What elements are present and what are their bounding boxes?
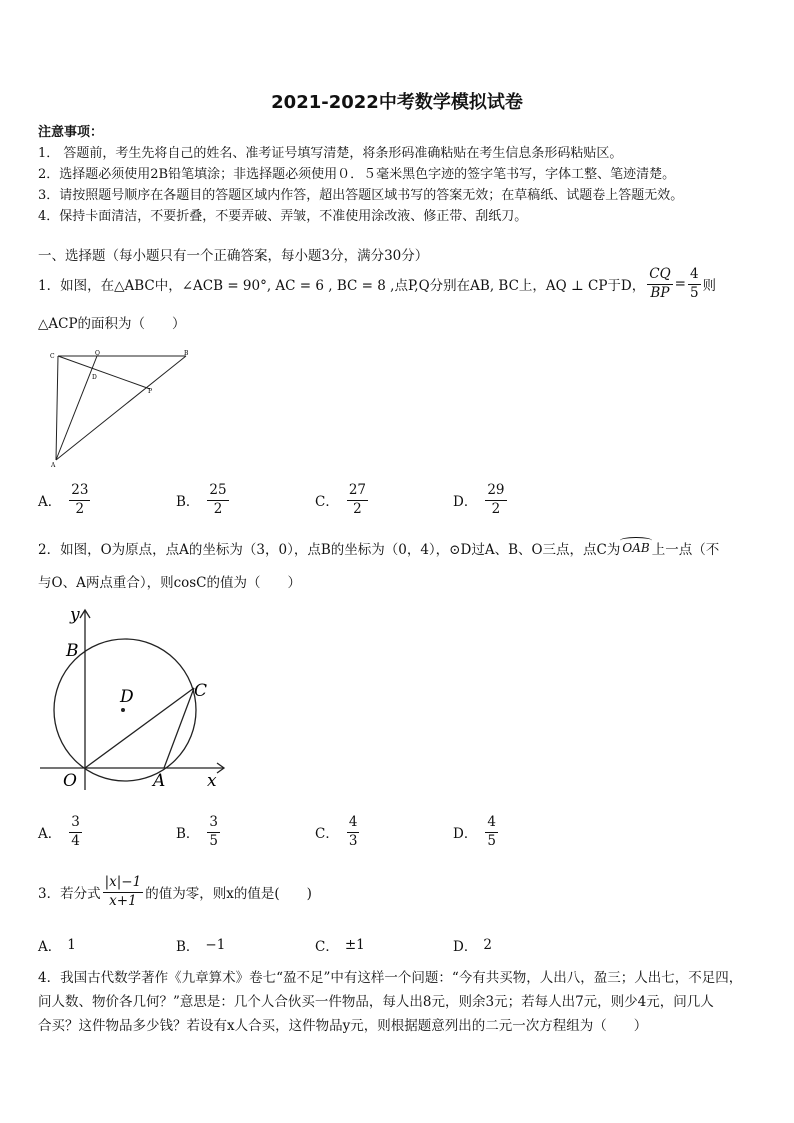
label-p: P	[148, 388, 153, 395]
q1-line2: △ACP的面积为（ ）	[38, 316, 186, 332]
section-heading: 一、选择题（每小题只有一个正确答案，每小题3分，满分30分）	[38, 248, 429, 264]
q1-option-c[interactable]: C． $\frac{27}{2}$	[315, 482, 367, 517]
q1-text-end: 则	[702, 278, 717, 294]
q1-text: 1．如图，在△ABC中，∠ACB = 90°, AC = 6 , BC = 8 ,点P,Q分别在AB, BC上，AQ ⊥ CP于D，	[38, 278, 646, 294]
q3-text: 3．若分式	[38, 886, 101, 902]
q1-option-d[interactable]: D． $\frac{29}{2}$	[453, 482, 505, 517]
segment-ab	[56, 356, 186, 460]
segment-aq	[56, 356, 97, 460]
q2-text: 2．如图，O为原点，点A的坐标为（3，0），点B的坐标为（0，4），⊙D过A、B、O三点，点C为	[38, 542, 621, 558]
notice-item: 1． 答题前，考生先将自己的姓名、准考证号填写清楚，将条形码准确粘贴在考生信息条形码粘贴区。	[38, 146, 623, 161]
q2-figure	[34, 600, 234, 796]
page-title: 2021-2022中考数学模拟试卷	[271, 92, 523, 113]
notice-item: 4．保持卡面清洁，不要折叠，不要弄破、弄皱，不准使用涂改液、修正带、刮纸刀。	[38, 209, 528, 224]
q3-option-d[interactable]: D． 2	[453, 937, 492, 955]
q1-figure	[44, 348, 204, 470]
q2-arc: OAB	[620, 541, 651, 555]
notice-heading: 注意事项：	[38, 125, 104, 140]
label-c: C	[194, 681, 208, 701]
q3-option-c[interactable]: C． ±1	[315, 937, 365, 955]
label-d: D	[92, 374, 97, 381]
q2-stem	[38, 538, 719, 558]
segment-oc	[85, 688, 194, 768]
q1-ratio-den: BP	[650, 284, 670, 301]
q4-stem	[38, 966, 742, 1038]
label-a: A	[153, 771, 166, 791]
label-b: B	[66, 641, 79, 661]
segment-cp	[58, 356, 150, 389]
q3-stem	[38, 876, 312, 908]
q1-value-fraction	[688, 268, 701, 300]
q1-value-num: 4	[688, 268, 701, 285]
q1-option-a[interactable]: A． $\frac{23}{2}$	[38, 482, 89, 517]
q3-fraction	[103, 876, 144, 908]
q4-line: 问人数、物价各几何？”意思是：几个人合伙买一件物品，每人出8元，则余3元；若每人出7元，则少4元，问几人	[38, 994, 714, 1010]
q3-option-a[interactable]: A． 1	[38, 937, 76, 955]
center-point	[121, 708, 125, 712]
q3-num: |x|−1	[103, 876, 144, 893]
q4-line: 4．我国古代数学著作《九章算术》卷七“盈不足”中有这样一个问题：“今有共买物，人出八，盈三；人出七，不足四，	[38, 970, 743, 986]
segment-ca	[56, 356, 58, 460]
q3-text-end: 的值为零，则x的值是( )	[145, 886, 312, 902]
label-q: Q	[95, 350, 100, 357]
notice-item: 2．选择题必须使用2B铅笔填涂；非选择题必须使用０．５毫米黑色字迹的签字笔书写，字体工整、笔迹清楚。	[38, 167, 676, 182]
q1-equals: =	[674, 276, 686, 292]
q2-line2: 与O、A两点重合），则cosC的值为（ ）	[38, 575, 302, 591]
q2-option-a[interactable]: A． $\frac{3}{4}$	[38, 814, 80, 849]
q1-stem	[38, 268, 716, 300]
label-x: x	[207, 771, 217, 791]
q2-option-d[interactable]: D． $\frac{4}{5}$	[453, 814, 496, 849]
q3-den: x+1	[109, 892, 137, 909]
q1-ratio-num: CQ	[647, 268, 672, 285]
label-c: C	[50, 353, 55, 360]
label-b: B	[184, 350, 189, 357]
q4-line: 合买？这件物品多少钱？若设有x人合买，这件物品y元，则根据题意列出的二元一次方程组为（ ）	[38, 1018, 648, 1034]
label-o: O	[63, 771, 77, 791]
q1-value-den: 5	[689, 284, 699, 301]
q1-option-b[interactable]: B． $\frac{25}{2}$	[176, 482, 227, 517]
q2-option-c[interactable]: C． $\frac{4}{3}$	[315, 814, 358, 849]
label-d: D	[120, 687, 134, 707]
q3-option-b[interactable]: B． −1	[176, 937, 226, 955]
q2-option-b[interactable]: B． $\frac{3}{5}$	[176, 814, 219, 849]
notice-item: 3．请按照题号顺序在各题目的答题区域内作答，超出答题区域书写的答案无效；在草稿纸、试题卷上答题无效。	[38, 188, 684, 203]
q1-ratio-fraction	[647, 268, 672, 300]
q2-text-end: 上一点（不	[651, 542, 720, 558]
label-y: y	[70, 605, 80, 625]
label-a: A	[51, 462, 56, 469]
notice-block	[38, 122, 683, 227]
